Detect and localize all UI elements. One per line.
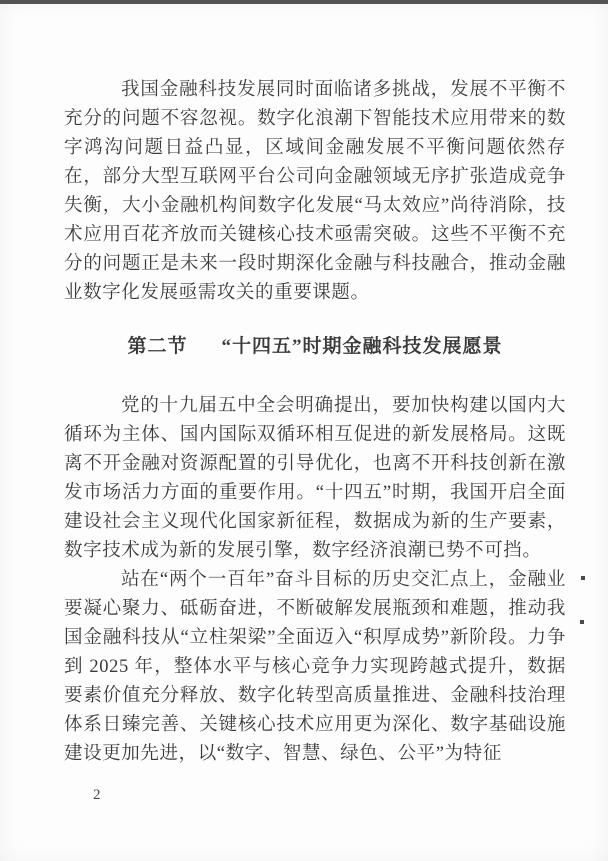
section-heading — [64, 332, 566, 361]
page-number: 2 — [93, 787, 101, 803]
section-title: “十四五”时期金融科技发展愿景 — [221, 336, 503, 357]
scan-edge-artifact — [0, 0, 608, 4]
page-content — [64, 76, 566, 769]
scan-speck — [581, 576, 585, 580]
paragraph-1: 我国金融科技发展同时面临诸多挑战，发展不平衡不充分的问题不容忽视。数字化浪潮下智能技术应用带来的数字鸿沟问题日益凸显，区域间金融发展不平衡问题依然存在，部分大型互联网平台公司向金融领域无序扩张造成竞争失衡，大小金融机构间数字化发展“马太效应”尚待消除，技术应用百花齐放而关键核心技术亟需突破。这些不平衡不充分的问题正是未来一段时期深化金融与科技融合，推动金融业数字化发展亟需攻关的重要课题。 — [64, 80, 566, 303]
paragraph-3: 站在“两个一百年”奋斗目标的历史交汇点上，金融业要凝心聚力、砥砺奋进，不断破解发展瓶颈和难题，推动我国金融科技从“立柱架梁”全面迈入“积厚成势”新阶段。力争到 2025 年，整体水平与核心竞争力实现跨越式提升，数据要素价值充分释放、数字化转型高质量推进、金融科技治理体系日臻完善、关键核心技术应用更为深化、数字基础设施建设更加先进，以“数字、智慧、绿色、公平”为特征 — [64, 570, 566, 764]
scan-speck — [580, 620, 584, 624]
section-number: 第二节 — [127, 336, 188, 357]
paragraph-2: 党的十九届五中全会明确提出，要加快构建以国内大循环为主体、国内国际双循环相互促进的新发展格局。这既离不开金融对资源配置的引导优化，也离不开科技创新在激发市场活力方面的重要作用。“十四五”时期，我国开启全面建设社会主义现代化国家新征程，数据成为新的生产要素，数字技术成为新的发展引擎，数字经济浪潮已势不可挡。 — [64, 396, 566, 561]
